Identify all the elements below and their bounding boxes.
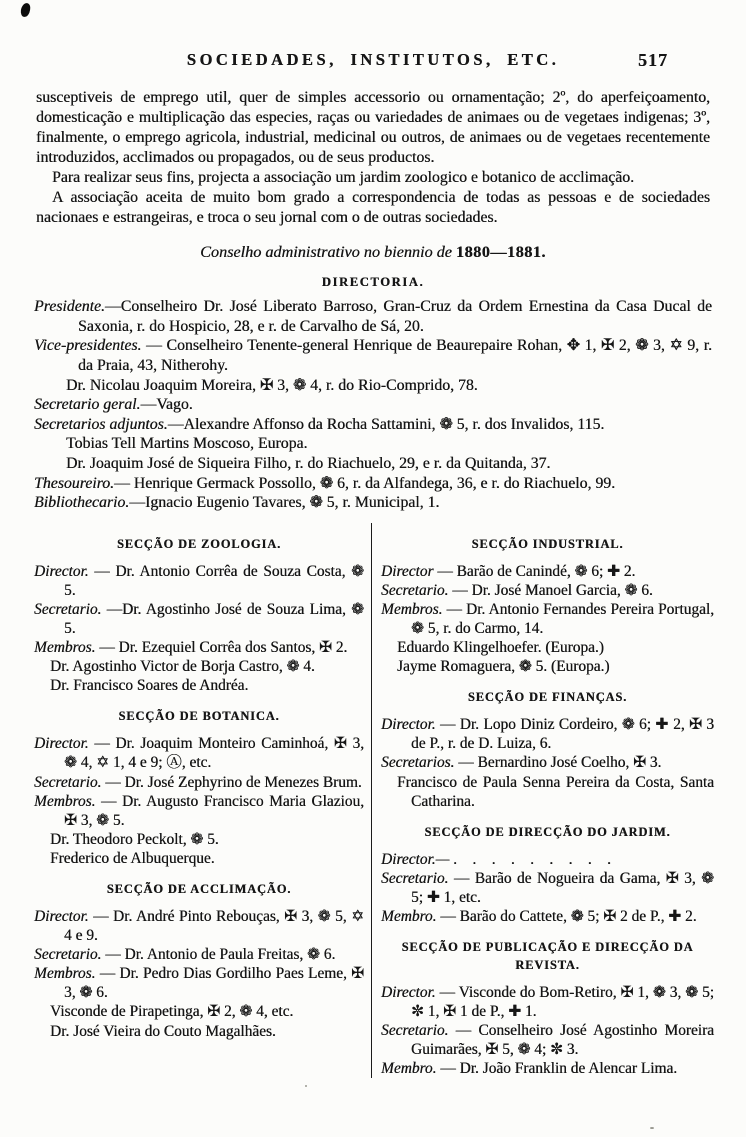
role-label: Director. (381, 716, 436, 734)
entry-text: — Visconde do Bom-Retiro, ✠ 1, ❁ 3, ❁ 5; ✼ 1, ✠ 1 de P., ✚ 1. (411, 984, 714, 1021)
scan-speckle (305, 1085, 307, 1087)
entry (34, 395, 712, 415)
entry (34, 1022, 364, 1041)
entry-text: —Conselheiro Dr. José Liberato Barroso, Gran-Cruz da Ordem Ernestina da Casa Ducal de Saxonia, r. do Hospicio, 28, e r. de Carvalho de Sá, 20. (78, 298, 712, 335)
entry-text: Jayme Romaguera, ❁ 5. (Europa.) (397, 658, 610, 676)
entry-text: — Dr. José Manoel Garcia, ❁ 6. (448, 581, 653, 599)
role-label: Secretario geral. (34, 396, 141, 414)
section-heading: SECÇÃO DE ACCLIMAÇÃO. (106, 881, 292, 896)
intro-paragraph: susceptiveis de emprego util, quer de simples accessorio ou ornamentação; 2º, do aperfeiçoamento, domesticação e multiplicação das especies, raças ou variedades de animaes ou de vegetaes indigenas; 3º, finalmente, o emprego agricola, industrial, medicinal ou outros, de animaes ou de vegetaes recentemente introduzidos, acclimados ou propagados, ou de seus productos. (36, 89, 710, 167)
entry-text: Dr. Theodoro Peckolt, ❁ 5. (50, 830, 219, 848)
role-label: Director. (34, 735, 89, 753)
entry-text: — Dr. Augusto Francisco Maria Glaziou, ✠ 3, ❁ 5. (64, 792, 364, 829)
role-label: Membros. (381, 600, 443, 618)
entry (381, 869, 714, 907)
entry (381, 753, 714, 772)
role-label: Secretario. (381, 581, 449, 599)
entry (381, 850, 714, 869)
role-label: Director. (34, 907, 89, 925)
entry-text: — Dr. Joaquim Monteiro Caminhoá, ✠ 3, ❁ 4, ✡ 1, 4 e 9; Ⓐ, etc. (64, 735, 364, 772)
role-label: Bibliothecario. (34, 494, 130, 512)
entry (34, 474, 712, 494)
entry-text: — Barão do Cattete, ❁ 5; ✠ 2 de P., ✚ 2. (436, 907, 697, 925)
council-heading-year: 1880—1881. (455, 243, 546, 262)
section-heading: SECÇÃO DE PUBLICAÇÃO E DIRECÇÃO DA REVISTA. (401, 940, 694, 973)
intro-paragraph: Para realizar seus fins, projecta a associação um jardim zoologico e botanico de acclimação. (52, 169, 635, 187)
entry-text: Dr. Nicolau Joaquim Moreira, ✠ 3, ❁ 4, r. do Rio-Comprido, 78. (66, 376, 478, 394)
role-label: Thesoureiro. (34, 474, 115, 492)
entry (34, 830, 364, 849)
page-number: 517 (638, 50, 668, 70)
entry (381, 562, 714, 581)
role-label: Secretario. (381, 869, 449, 887)
entry (381, 657, 714, 676)
role-label: Director (381, 562, 434, 580)
role-label: Secretarios adjuntos. (34, 415, 168, 433)
entry (381, 638, 714, 657)
entry-text: Dr. Joaquim José de Siqueira Filho, r. do Riachuelo, 29, e r. da Quitanda, 37. (66, 454, 551, 472)
entry-text: . . . . . . . . . (449, 850, 611, 868)
role-label: Membro. (381, 907, 437, 925)
right-column (372, 523, 714, 1079)
entry-text: —Vago. (140, 396, 193, 414)
entry-text: — Dr. Antonio de Paula Freitas, ❁ 6. (101, 946, 336, 964)
entry (34, 336, 712, 375)
entry-text: — Dr. Antonio Fernandes Pereira Portugal, ❁ 5, r. do Carmo, 14. (411, 600, 714, 637)
entry-text: —Dr. Agostinho José de Souza Lima, ❁ 5. (64, 600, 364, 637)
entry-text: — Conselheiro José Agostinho Moreira Guimarães, ✠ 5, ❁ 4; ✼ 3. (411, 1022, 714, 1059)
role-label: Secretario. (381, 1022, 449, 1040)
role-label: Director. (381, 984, 436, 1002)
entry (34, 676, 364, 695)
role-label: Secretario. (34, 600, 102, 618)
entry (34, 415, 712, 435)
entry (381, 600, 714, 638)
entry-text: — Dr. Pedro Dias Gordilho Paes Leme, ✠ 3, ❁ 6. (64, 965, 364, 1002)
section-heading: SECÇÃO INDUSTRIAL. (471, 536, 624, 551)
council-heading (0, 243, 746, 262)
entry (34, 297, 712, 336)
entry (381, 1021, 714, 1059)
entry (34, 493, 712, 513)
role-label: Presidente. (34, 298, 105, 316)
entry-text: — Dr. Antonio Corrêa de Souza Costa, ❁ 5. (64, 562, 364, 599)
role-label: Membros. (34, 792, 96, 810)
entry (34, 1002, 364, 1021)
running-header (0, 50, 746, 74)
entry-text: Visconde de Pirapetinga, ✠ 2, ❁ 4, etc. (50, 1003, 294, 1021)
entry (381, 907, 714, 926)
entry (34, 964, 364, 1002)
entry (381, 581, 714, 600)
entry (34, 907, 364, 945)
intro-paragraph: A associação aceita de muito bom grado a correspondencia de todas as pessoas e de sociedades nacionaes e estrangeiras, e troca o seu jornal com o de outras sociedades. (36, 189, 710, 227)
entry (34, 600, 364, 638)
entry-text: Frederico de Albuquerque. (50, 849, 215, 867)
entry (34, 376, 712, 396)
entry (34, 773, 364, 792)
entry-text: — Barão de Nogueira da Gama, ✠ 3, ❁ 5; ✚ 1, etc. (411, 869, 714, 906)
directoria-heading: DIRECTORIA. (321, 275, 425, 290)
entry-text: — Conselheiro Tenente-general Henrique de Beaurepaire Rohan, ✥ 1, ✠ 2, ❁ 3, ✡ 9, r. da Praia, 43, Nitherohy. (78, 337, 712, 375)
entry-text: — Henrique Germack Possollo, ❁ 6, r. da Alfandega, 36, e r. do Riachuelo, 99. (114, 474, 616, 492)
entry-text: Francisco de Paula Senna Pereira da Costa, Santa Catharina. (397, 773, 714, 810)
entry-text: Eduardo Klingelhoefer. (Europa.) (397, 639, 604, 657)
entry-text: Dr. José Vieira do Couto Magalhães. (50, 1022, 276, 1040)
entry (381, 773, 714, 811)
entry-text: — Dr. Lopo Diniz Cordeiro, ❁ 6; ✚ 2, ✠ 3 de P., r. de D. Luiza, 6. (411, 716, 714, 753)
role-label: Secretarios. (381, 754, 455, 772)
scan-speckle (650, 1127, 654, 1129)
ink-blot (20, 2, 31, 17)
council-heading-text: Conselho administrativo no biennio de (200, 243, 452, 262)
entry (381, 983, 714, 1021)
entry (34, 454, 712, 474)
entry (381, 1059, 714, 1078)
role-label: Secretario. (34, 773, 102, 791)
section-heading: SECÇÃO DE ZOOLOGIA. (116, 536, 282, 551)
entry-text: — Dr. João Franklin de Alencar Lima. (436, 1060, 678, 1078)
left-column (34, 523, 371, 1079)
directoria-entries (34, 297, 712, 512)
role-label: Director.— (381, 850, 450, 868)
entry-text: — Dr. José Zephyrino de Menezes Brum. (101, 773, 362, 791)
entry (381, 715, 714, 753)
two-column-layout (34, 523, 714, 1079)
entry-text: —Alexandre Affonso da Rocha Sattamini, ❁ 5, r. dos Invalidos, 115. (167, 415, 605, 433)
role-label: Membros. (34, 965, 96, 983)
entry (34, 562, 364, 600)
entry-text: — Dr. Ezequiel Corrêa dos Santos, ✠ 2. (95, 639, 348, 657)
section-heading: SECÇÃO DE BOTANICA. (118, 709, 280, 724)
role-label: Vice-presidentes. (34, 337, 142, 355)
role-label: Membros. (34, 639, 96, 657)
page-title: SOCIEDADES, INSTITUTOS, ETC. (186, 50, 560, 69)
entry (34, 945, 364, 964)
entry (34, 849, 364, 868)
entry-text: Tobias Tell Martins Moscoso, Europa. (66, 435, 308, 453)
role-label: Director. (34, 562, 89, 580)
role-label: Membro. (381, 1060, 437, 1078)
entry-text: — Barão de Canindé, ❁ 6; ✚ 2. (433, 562, 636, 580)
entry (34, 657, 364, 676)
intro-text (36, 88, 710, 228)
entry-text: — Dr. André Pinto Rebouças, ✠ 3, ❁ 5, ✡ 4 e 9. (64, 907, 364, 945)
entry-text: Dr. Agostinho Victor de Borja Castro, ❁ 4. (50, 658, 315, 676)
entry (34, 792, 364, 830)
entry-text: Dr. Francisco Soares de Andréa. (50, 677, 249, 695)
role-label: Secretario. (34, 946, 102, 964)
entry-text: —Ignacio Eugenio Tavares, ❁ 5, r. Municipal, 1. (129, 494, 440, 512)
section-heading: SECÇÃO DE FINANÇAS. (467, 690, 628, 705)
entry (34, 434, 712, 454)
entry (34, 638, 364, 657)
entry-text: — Bernardino José Coelho, ✠ 3. (454, 754, 662, 772)
section-heading: SECÇÃO DE DIRECÇÃO DO JARDIM. (424, 824, 671, 839)
entry (34, 734, 364, 772)
